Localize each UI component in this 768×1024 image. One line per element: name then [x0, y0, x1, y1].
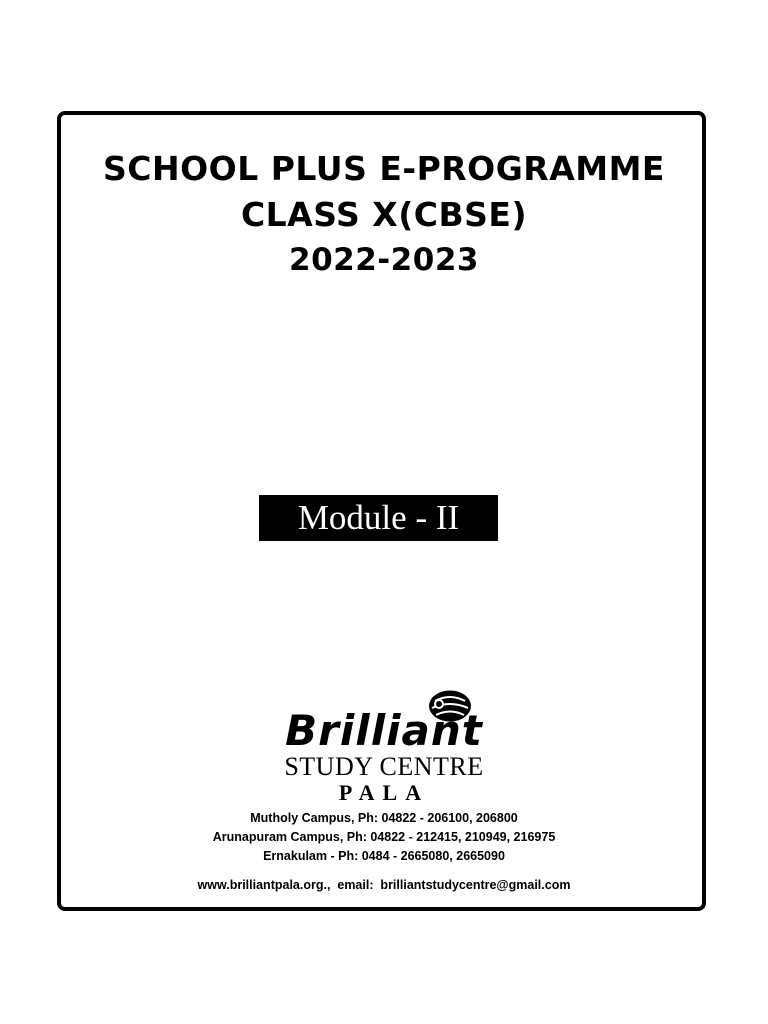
cover-title — [0, 146, 768, 282]
brand-place: PALA — [338, 780, 430, 805]
class-title: CLASS X(CBSE) — [240, 195, 528, 234]
contact-details — [0, 809, 768, 866]
website-email-line: www.brilliantpala.org., email: brilliantstudycentre@gmail.com — [197, 878, 571, 892]
brand-name: Brilliant — [285, 706, 483, 755]
mutholy-campus-phone: Mutholy Campus, Ph: 04822 - 206100, 206800 — [250, 811, 518, 825]
brilliant-logo — [0, 688, 768, 808]
brand-subtitle: STUDY CENTRE — [284, 752, 484, 781]
ernakulam-phone: Ernakulam - Ph: 0484 - 2665080, 2665090 — [263, 849, 505, 863]
module-label: Module - II — [259, 495, 498, 541]
programme-title: SCHOOL PLUS E-PROGRAMME — [103, 149, 665, 188]
academic-year: 2022-2023 — [289, 242, 479, 278]
arunapuram-campus-phone: Arunapuram Campus, Ph: 04822 - 212415, 210949, 216975 — [212, 830, 556, 844]
